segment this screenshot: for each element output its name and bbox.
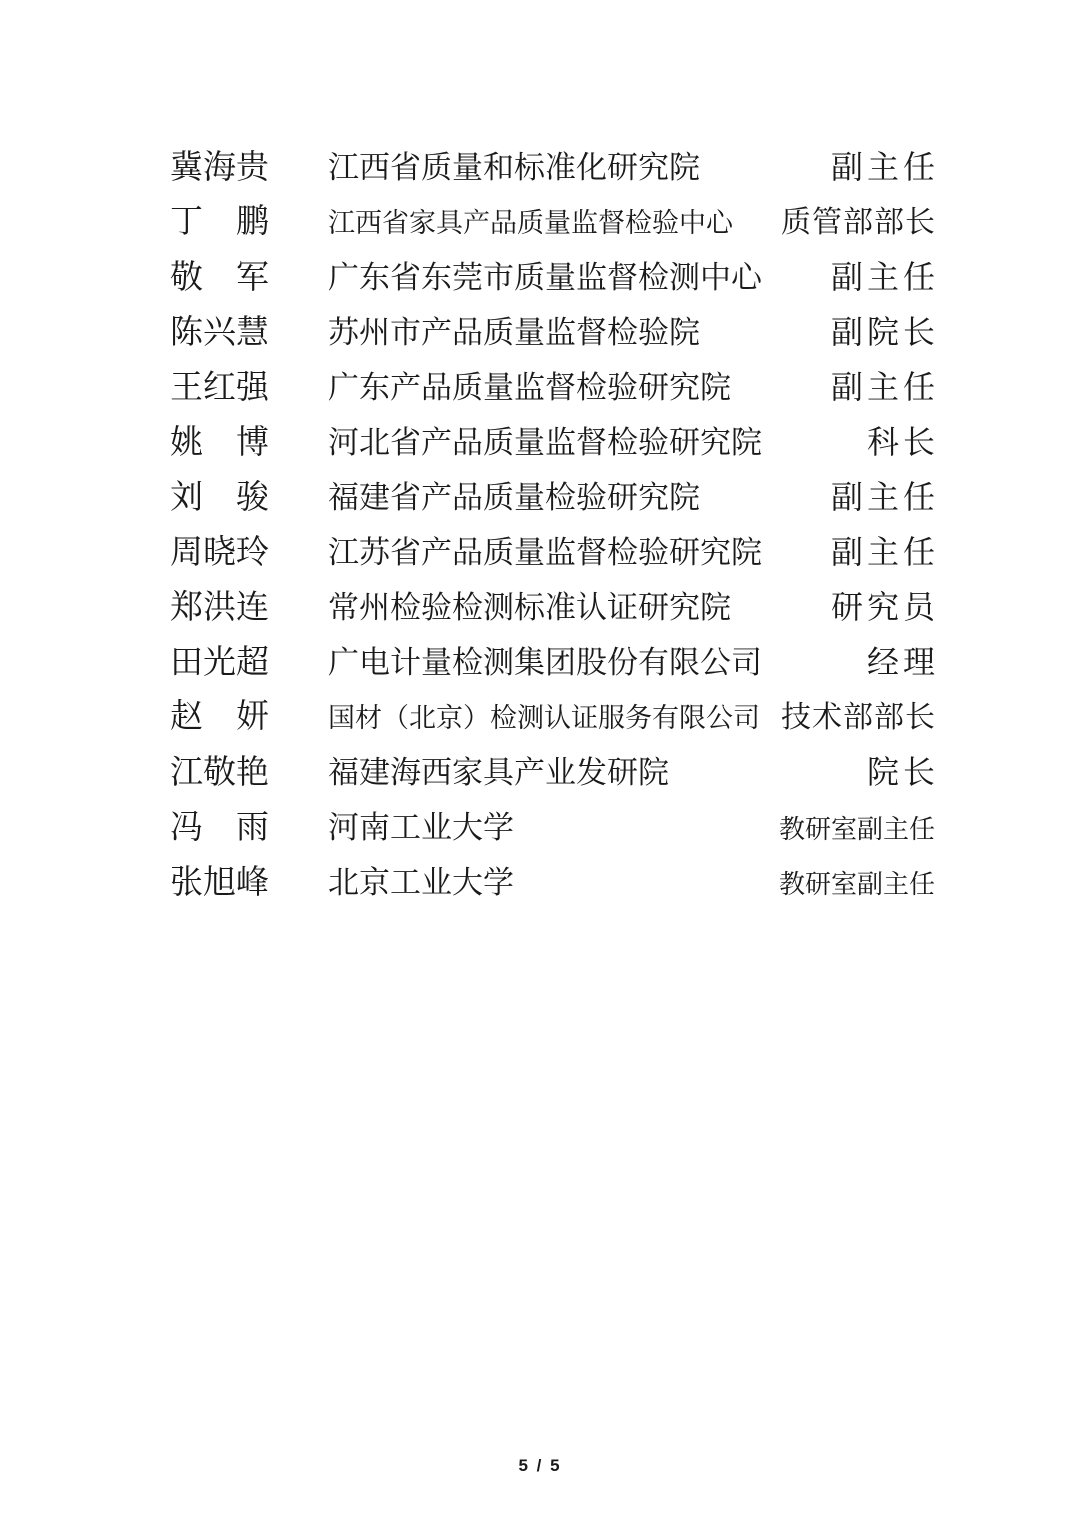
job-title: 副主任 — [830, 259, 939, 295]
organization-name: 河南工业大学 — [328, 810, 514, 845]
person-name: 冀海贵 — [170, 150, 269, 186]
table-row — [170, 360, 939, 415]
job-title: 研究员 — [830, 589, 939, 625]
table-row — [170, 690, 935, 745]
person-name: 丁 鹏 — [170, 204, 269, 240]
table-row — [170, 470, 939, 525]
organization-name: 北京工业大学 — [328, 865, 514, 900]
person-name: 刘 骏 — [170, 480, 269, 516]
organization-name: 常州检验检测标准认证研究院 — [328, 590, 731, 625]
job-title: 教研室副主任 — [778, 815, 935, 844]
job-title: 副主任 — [830, 369, 939, 405]
person-name: 江敬艳 — [170, 755, 269, 791]
table-row — [170, 305, 939, 360]
job-title: 技术部部长 — [781, 701, 936, 734]
person-name: 姚 博 — [170, 425, 269, 461]
job-title: 副主任 — [830, 534, 939, 570]
table-row — [170, 635, 939, 690]
table-row — [170, 580, 939, 635]
table-row — [170, 415, 939, 470]
person-name: 敬 军 — [170, 260, 269, 296]
organization-name: 广东产品质量监督检验研究院 — [328, 370, 731, 405]
job-title: 科长 — [866, 424, 939, 460]
page-number: 5 / 5 — [518, 1456, 562, 1475]
organization-name: 福建省产品质量检验研究院 — [328, 480, 700, 515]
organization-name: 国材（北京）检测认证服务有限公司 — [328, 703, 760, 733]
table-row — [170, 140, 939, 195]
person-name: 张旭峰 — [170, 865, 269, 901]
job-title: 副主任 — [830, 479, 939, 515]
person-name: 郑洪连 — [170, 590, 269, 626]
person-name: 田光超 — [170, 645, 269, 681]
job-title: 质管部部长 — [781, 206, 936, 239]
person-name: 赵 妍 — [170, 699, 269, 735]
table-row — [170, 800, 935, 855]
person-name: 陈兴慧 — [170, 315, 269, 351]
organization-name: 江苏省产品质量监督检验研究院 — [328, 535, 762, 570]
organization-name: 福建海西家具产业发研院 — [328, 755, 669, 790]
table-row — [170, 745, 939, 800]
organization-name: 河北省产品质量监督检验研究院 — [328, 425, 762, 460]
organization-name: 苏州市产品质量监督检验院 — [328, 315, 700, 350]
organization-name: 广东省东莞市质量监督检测中心 — [328, 260, 762, 295]
job-title: 副院长 — [830, 314, 939, 350]
job-title: 教研室副主任 — [778, 870, 935, 899]
table-row — [170, 855, 935, 910]
person-name: 周晓玲 — [170, 535, 269, 571]
roster-table — [170, 140, 939, 910]
table-row — [170, 525, 939, 580]
person-name: 冯 雨 — [170, 810, 269, 846]
organization-name: 江西省质量和标准化研究院 — [328, 150, 700, 185]
organization-name: 江西省家具产品质量监督检验中心 — [328, 208, 733, 238]
job-title: 院长 — [866, 754, 939, 790]
person-name: 王红强 — [170, 370, 269, 406]
organization-name: 广电计量检测集团股份有限公司 — [328, 645, 762, 680]
table-row — [170, 195, 935, 250]
job-title: 副主任 — [830, 149, 939, 185]
table-row — [170, 250, 939, 305]
job-title: 经理 — [866, 644, 939, 680]
